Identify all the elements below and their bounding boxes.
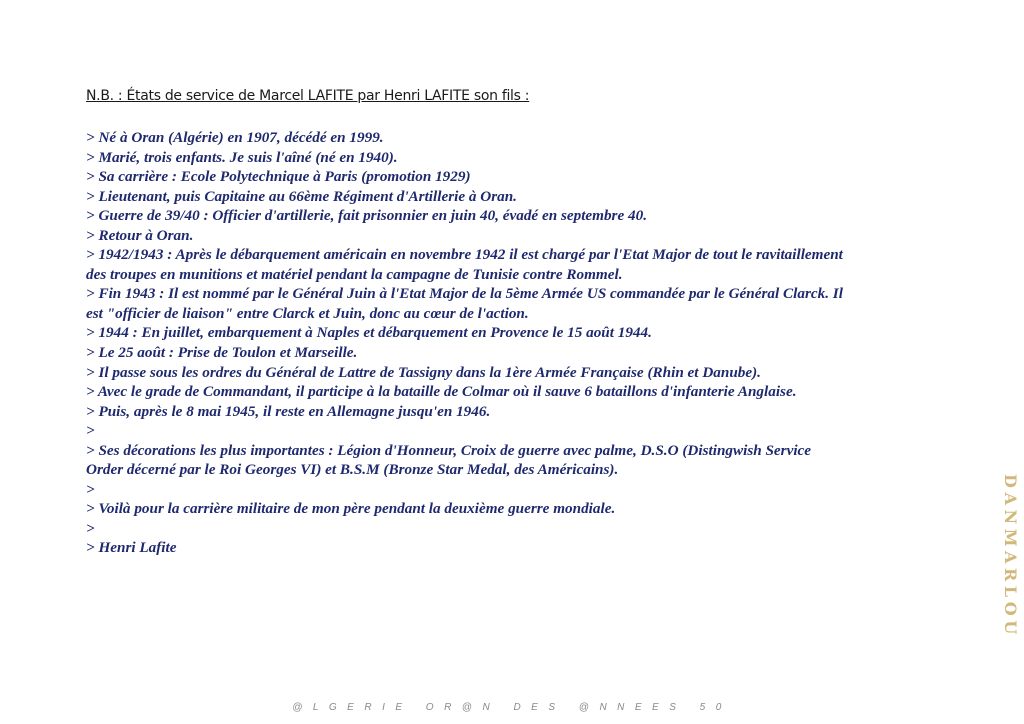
- body-line: >: [86, 422, 95, 440]
- body-line: est "officier de liaison" entre Clarck et Juin, donc au cœur de l'action.: [86, 304, 529, 322]
- body-line: > Puis, après le 8 mai 1945, il reste en Allemagne jusqu'en 1946.: [86, 402, 491, 420]
- body-line: des troupes en munitions et matériel pendant la campagne de Tunisie contre Rommel.: [86, 265, 623, 283]
- body-line: > Retour à Oran.: [86, 226, 194, 244]
- body-line: > Henri Lafite: [86, 539, 177, 557]
- watermark-text: DANMARLOU: [1001, 474, 1020, 639]
- body-line: Order décerné par le Roi Georges VI) et B.S.M (Bronze Star Medal, des Américains).: [86, 461, 619, 479]
- body-line: > Fin 1943 : Il est nommé par le Général Juin à l'Etat Major de la 5ème Armée US commandée par le Général Clarck. Il: [86, 285, 843, 303]
- document-body: [86, 128, 956, 558]
- document-heading: N.B. : États de service de Marcel LAFITE par Henri LAFITE son fils :: [86, 88, 530, 104]
- body-line: > Sa carrière : Ecole Polytechnique à Paris (promotion 1929): [86, 168, 471, 186]
- body-line: > Avec le grade de Commandant, il participe à la bataille de Colmar où il sauve 6 bataillons d'infanterie Anglaise.: [86, 383, 797, 401]
- body-line: > 1944 : En juillet, embarquement à Naples et débarquement en Provence le 15 août 1944.: [86, 324, 652, 342]
- body-line: >: [86, 480, 95, 498]
- body-line: > Marié, trois enfants. Je suis l'aîné (né en 1940).: [86, 148, 398, 166]
- watermark: [1001, 474, 1021, 688]
- body-line: >: [86, 519, 95, 537]
- body-line: > Il passe sous les ordres du Général de Lattre de Tassigny dans la 1ère Armée Française (Rhin et Danube).: [86, 363, 761, 381]
- body-line: > Voilà pour la carrière militaire de mon père pendant la deuxième guerre mondiale.: [86, 500, 616, 518]
- body-line: > Ses décorations les plus importantes : Légion d'Honneur, Croix de guerre avec palme, D.S.O (Distingwish Service: [86, 441, 812, 459]
- body-line: > Guerre de 39/40 : Officier d'artillerie, fait prisonnier en juin 40, évadé en septembre 40.: [86, 207, 647, 225]
- body-line: > Né à Oran (Algérie) en 1907, décédé en 1999.: [86, 129, 384, 146]
- body-line: > Le 25 août : Prise de Toulon et Marseille.: [86, 344, 358, 362]
- page-footer: @LGERIE OR@N DES @NNEES 50: [292, 702, 732, 713]
- body-line: > Lieutenant, puis Capitaine au 66ème Régiment d'Artillerie à Oran.: [86, 187, 517, 205]
- body-line: > 1942/1943 : Après le débarquement américain en novembre 1942 il est chargé par l'Etat Major de tout le ravitaillement: [86, 246, 843, 264]
